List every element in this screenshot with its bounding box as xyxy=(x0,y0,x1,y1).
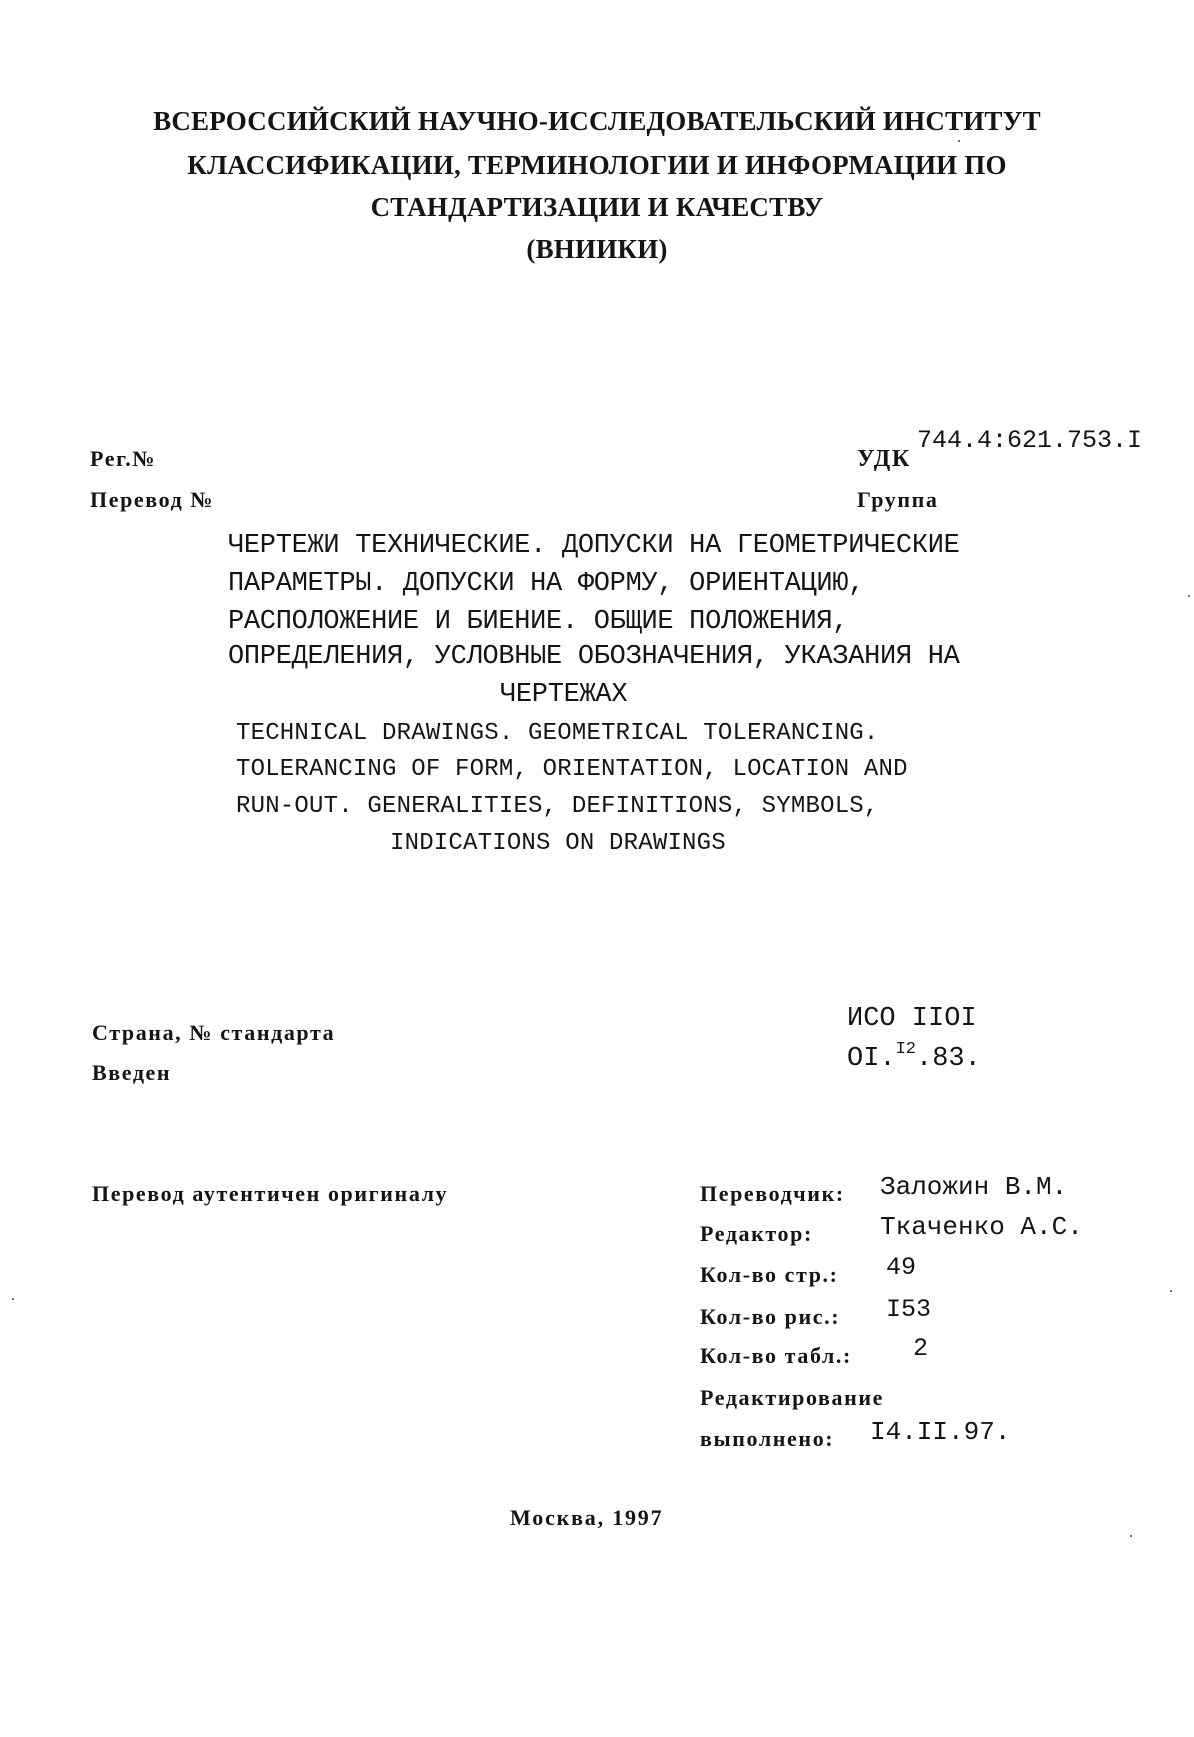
title-ru-line-4: ОПРЕДЕЛЕНИЯ, УСЛОВНЫЕ ОБОЗНАЧЕНИЯ, УКАЗАНИЯ НА xyxy=(228,642,960,672)
introduced-date-month: I2 xyxy=(895,1040,917,1059)
city-year: Москва, 1997 xyxy=(510,1505,664,1530)
introduced-label: Введен xyxy=(92,1060,172,1085)
scan-speck xyxy=(1130,1535,1132,1537)
editing-label-line-2: выполнено: xyxy=(700,1426,835,1451)
translator-label: Переводчик: xyxy=(700,1181,845,1206)
reg-number-label: Рег.№ xyxy=(90,446,157,471)
group-label: Группа xyxy=(857,487,939,512)
pages-count-value: 49 xyxy=(886,1253,917,1282)
introduced-date-year: .83. xyxy=(916,1044,981,1074)
institute-name-line-3: СТАНДАРТИЗАЦИИ И КАЧЕСТВУ xyxy=(370,192,824,222)
title-ru-line-1: ЧЕРТЕЖИ ТЕХНИЧЕСКИЕ. ДОПУСКИ НА ГЕОМЕТРИЧЕСКИЕ xyxy=(228,531,960,561)
title-ru-line-3: РАСПОЛОЖЕНИЕ И БИЕНИЕ. ОБЩИЕ ПОЛОЖЕНИЯ, xyxy=(228,607,849,637)
figures-count-value: I53 xyxy=(886,1295,932,1324)
institute-abbreviation: (ВНИИКИ) xyxy=(526,234,668,264)
pages-count-label: Кол-во стр.: xyxy=(700,1262,839,1287)
scan-speck xyxy=(12,1298,14,1300)
editor-value: Ткаченко А.С. xyxy=(880,1212,1083,1242)
standard-number: ИСО IIOI xyxy=(847,1004,977,1034)
authenticity-statement: Перевод аутентичен оригиналу xyxy=(92,1181,449,1206)
scan-speck xyxy=(958,140,960,142)
introduced-date xyxy=(847,1040,981,1074)
udk-value: 744.4:621.753.I xyxy=(917,426,1143,455)
editing-label-line-1: Редактирование xyxy=(700,1385,884,1410)
introduced-date-day: OI. xyxy=(847,1044,896,1074)
editor-label: Редактор: xyxy=(700,1221,813,1246)
title-ru-line-5: ЧЕРТЕЖАХ xyxy=(500,680,628,710)
tables-count-value: 2 xyxy=(913,1334,929,1363)
translation-number-label: Перевод № xyxy=(90,487,215,512)
udk-label: УДК xyxy=(857,446,911,472)
country-standard-label: Страна, № стандарта xyxy=(92,1020,336,1045)
institute-name-line-1: ВСЕРОССИЙСКИЙ НАУЧНО-ИССЛЕДОВАТЕЛЬСКИЙ ИНСТИТУТ xyxy=(153,106,1041,136)
figures-count-label: Кол-во рис.: xyxy=(700,1304,841,1329)
title-en-line-3: RUN-OUT. GENERALITIES, DEFINITIONS, SYMBOLS, xyxy=(236,793,879,820)
title-ru-line-2: ПАРАМЕТРЫ. ДОПУСКИ НА ФОРМУ, ОРИЕНТАЦИЮ, xyxy=(228,569,865,599)
institute-name-line-2: КЛАССИФИКАЦИИ, ТЕРМИНОЛОГИИ И ИНФОРМАЦИИ ПО xyxy=(187,150,1007,180)
title-en-line-2: TOLERANCING OF FORM, ORIENTATION, LOCATION AND xyxy=(236,756,908,783)
title-en-line-1: TECHNICAL DRAWINGS. GEOMETRICAL TOLERANCING. xyxy=(236,720,879,747)
title-en-line-4: INDICATIONS ON DRAWINGS xyxy=(390,830,726,857)
tables-count-label: Кол-во табл.: xyxy=(700,1343,852,1368)
scan-speck xyxy=(1188,595,1190,597)
scan-speck xyxy=(1170,1290,1172,1292)
editing-date-value: I4.II.97. xyxy=(870,1417,1011,1447)
translator-value: Заложин В.М. xyxy=(880,1172,1068,1202)
